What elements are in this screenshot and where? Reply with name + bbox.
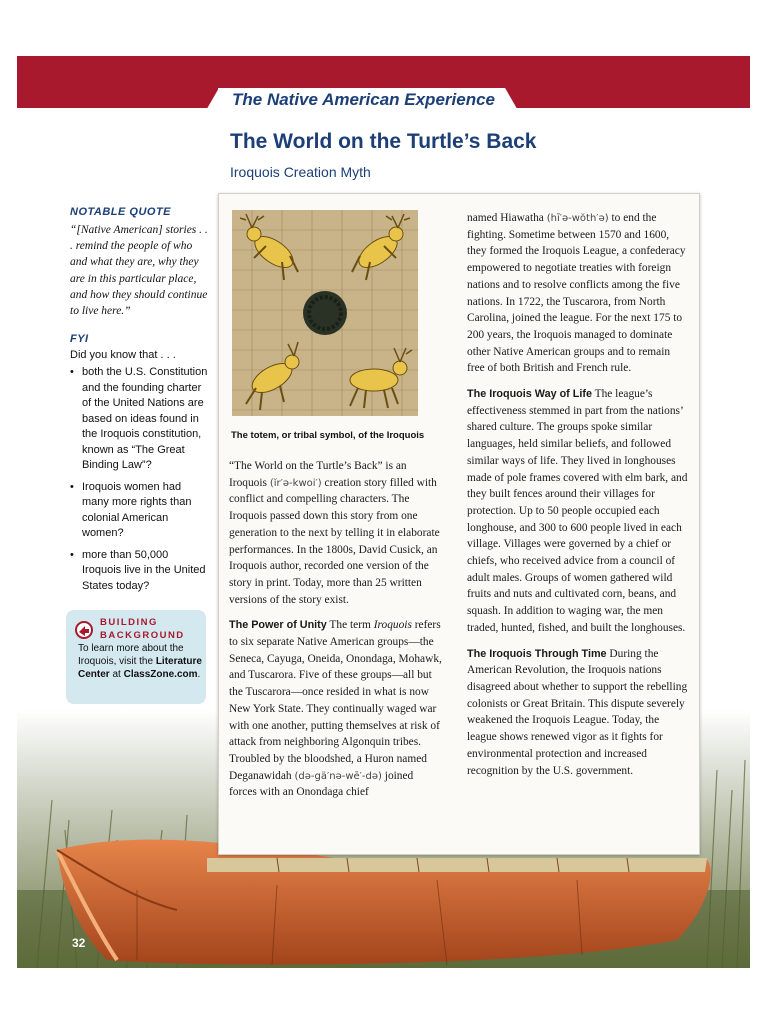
way-of-life-paragraph: The Iroquois Way of Life The league’s effectiveness stemmed in part from the nations’ shared culture. The groups spoke similar languages, held similar beliefs, and followed similar ways of life. They lived in longhouses made of pole frames covered with elm bark, and they built fences around their villages for protection. Up to 50 people occupied each longhouse, and 300 to 600 people lived in each village. Villages were governed by a chief or chiefs, who received advice from a council of adult males. Groups of women gathered wild fruits and nuts and cultivated corn, beans, and squash. In addition to waging war, the men traded, hunted, fished, and built the longhouses.	[467, 388, 688, 634]
section-title: The Native American Experience	[232, 90, 495, 109]
article-column-left	[229, 458, 443, 810]
building-background-callout[interactable]	[66, 610, 206, 704]
building-background-text: To learn more about the Iroquois, visit the Literature Center at ClassZone.com.	[78, 643, 202, 680]
fyi-item: • Iroquois women had many more rights than colonial American women?	[70, 480, 210, 542]
sidebar	[70, 206, 210, 600]
page-subtitle: Iroquois Creation Myth	[230, 164, 371, 180]
notable-quote: “[Native American] stories . . . remind the people of who and what they are, why they are in this particular place, and how they should continue to live here.”	[70, 224, 208, 318]
page-title: The World on the Turtle’s Back	[230, 130, 537, 153]
section-heading: The Iroquois Way of Life	[467, 388, 592, 401]
web-link-icon	[74, 620, 94, 640]
intro-paragraph: “The World on the Turtle’s Back” is an Iroquois (ĭr′ə-kwoi′) creation story filled with conflict and compelling characters. The Iroquois passed down this story from one generation to the next by telling it in elaborate performances. In the 1800s, David Cusick, an Iroquois author, recorded one version of the story in print. Today, more than 25 written versions of the story exist.	[229, 460, 440, 606]
section-heading: The Iroquois Through Time	[467, 647, 607, 660]
article-panel	[218, 193, 700, 855]
unity-paragraph: The Power of Unity The term Iroquois refers to six separate Native American groups—the Seneca, Cayuga, Oneida, Onondaga, Mohawk, and Tuscarora. Five of these groups—all but the Tuscarora—once resided in what is now New York State. They continually waged war with one another, putting themselves at risk of attack from neighboring Algonquin tribes. Troubled by the bloodshed, a Huron named Deganawidah (də-gä′nə-wē′-də) joined forces with an Onondaga chief	[229, 619, 442, 799]
notable-quote-heading: NOTABLE QUOTE	[70, 206, 172, 218]
fyi-item: • both the U.S. Constitution and the founding charter of the United Nations are based on ideas found in the Iroquois constitution, known as “The Great Binding Law”?	[70, 365, 210, 474]
iroquois-totem-image	[232, 210, 418, 416]
figure-caption: The totem, or tribal symbol, of the Iroquois	[231, 430, 425, 441]
page-number: 32	[72, 936, 86, 950]
section-heading: The Power of Unity	[229, 619, 327, 632]
fyi-heading: FYI	[70, 333, 89, 346]
fyi-list	[70, 365, 210, 594]
through-time-paragraph: The Iroquois Through Time During the American Revolution, the Iroquois nations disagreed about whether to support the rebelling colonists or Great Britain. This dispute severely weakened the Iroquois League. Today, the league shows renewed vigor as it fights for environmental protection and increased recognition by the U.S. government.	[467, 647, 688, 777]
classzone-link[interactable]: ClassZone.com	[123, 669, 198, 680]
article-column-right	[467, 210, 689, 788]
fyi-intro: Did you know that . . .	[70, 349, 176, 362]
fyi-item: • more than 50,000 Iroquois live in the United States today?	[70, 548, 210, 595]
building-background-title: BUILDING BACKGROUND	[100, 617, 185, 641]
hiawatha-paragraph: named Hiawatha (hī′ə-wŏth′ə) to end the fighting. Sometime between 1570 and 1600, they formed the Iroquois League, a confederacy empowered to negotiate treaties with foreign nations and to resolve conflicts among the five nations. In 1722, the Tuscarora, from North Carolina, joined the league. For the next 175 to 200 years, the Iroquois managed to dominate other Native American groups and to remain free of both British and French rule.	[467, 212, 686, 375]
literature-center-link[interactable]: Literature Center	[78, 656, 202, 680]
